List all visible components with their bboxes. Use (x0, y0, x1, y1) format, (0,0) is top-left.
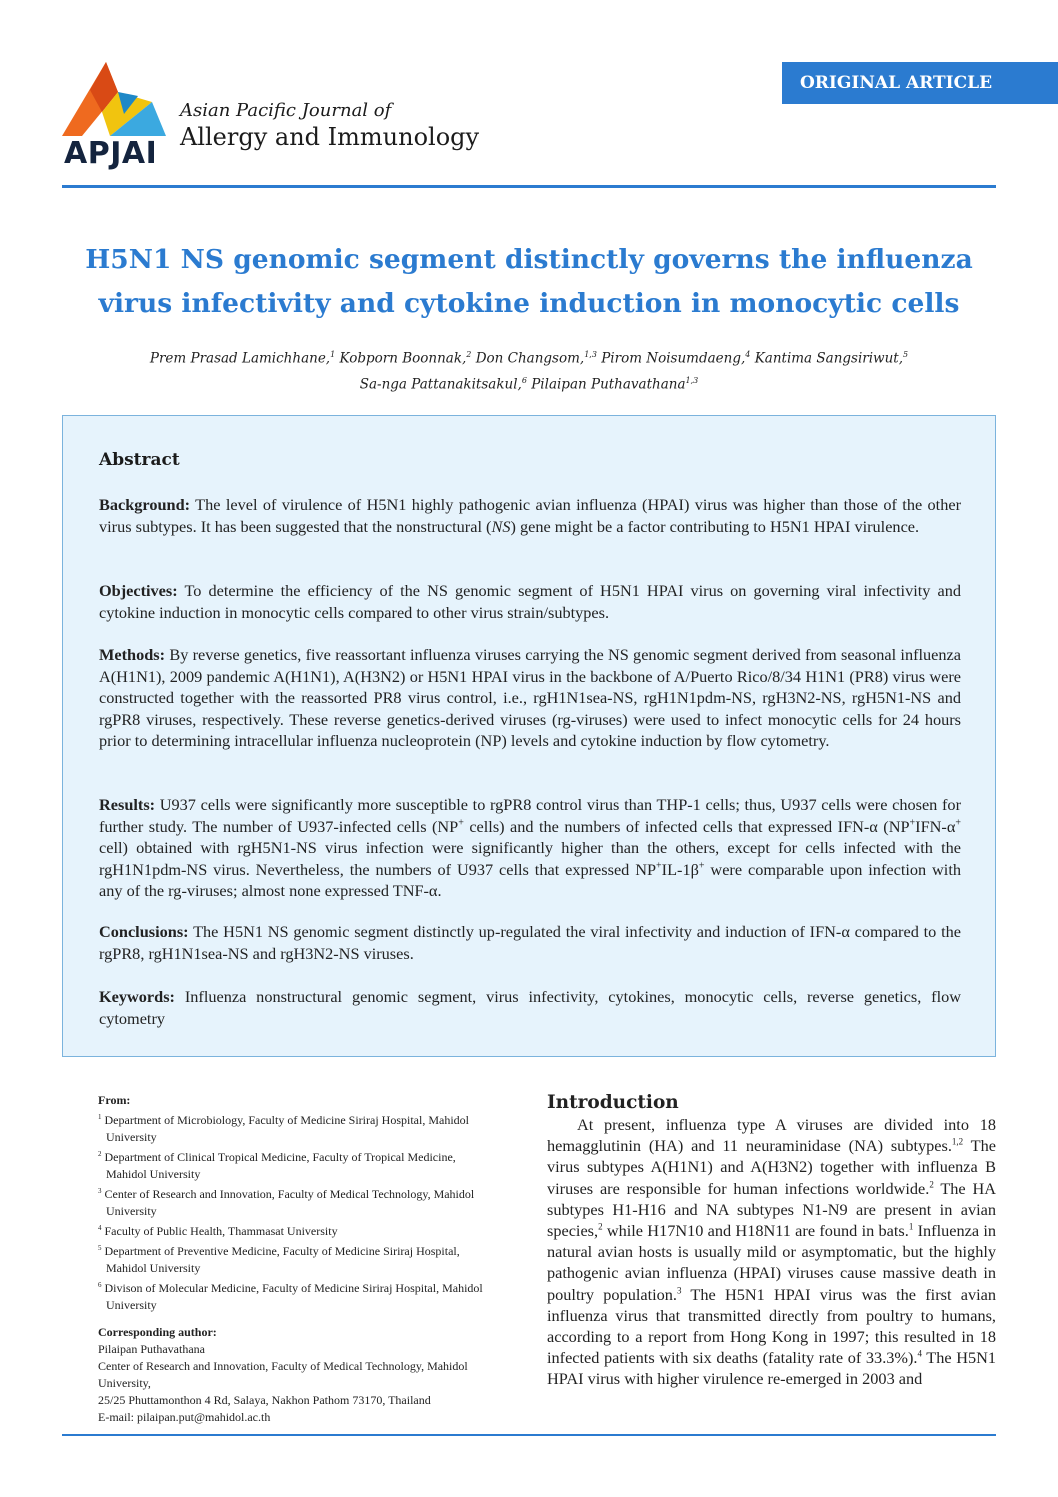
citation: 1,2 (951, 1136, 964, 1147)
from-heading: From: (98, 1093, 131, 1107)
results-text: IFN-α (915, 816, 956, 836)
methods-text: By reverse genetics, five reassortant influenza viruses carrying the NS genomic segment derived from seasonal influenza A(H1N1), 2009 pandemic A(H1N1), A(H3N2) or H5N1 HPAI virus in the backbone of A/Puerto Rico/8/34 H1N1 (PR8) virus were constructed together with the reassorted PR8 virus control, i.e., rgH1N1sea-NS, rgH1N1pdm-NS, rgH3N2-NS, rgH5N1-NS and rgPR8 viruses, respectively. These reverse genetics-derived viruses (rg-viruses) were used to infect monocytic cells for 24 hours prior to determining intracellular influenza nucleoprotein (NP) levels and cytokine induction by flow cytometry. (99, 645, 961, 750)
author: Kobporn Boonnak, (339, 350, 467, 367)
author-affiliation: 1,3 (584, 350, 597, 359)
keywords-text: Influenza nonstructural genomic segment, virus infectivity, cytokines, monocytic cells, reverse genetics, flow cytometry (99, 987, 961, 1028)
corresponding-email: E-mail: pilaipan.put@mahidol.ac.th (98, 1410, 271, 1424)
intro-text: At present, influenza type A viruses are divided into 18 hemagglutinin (HA) and 11 neuraminidase (NA) subtypes. (547, 1115, 996, 1156)
objectives-label: Objectives: (99, 581, 178, 600)
author-affiliation: 1,3 (685, 375, 699, 385)
logo-text: APJAI (64, 136, 158, 171)
affiliation-text: Center of Research and Innovation, Faculty of Medical Technology, Mahidol University (104, 1187, 475, 1218)
journal-name-line1: Asian Pacific Journal of (180, 100, 392, 121)
affiliation-text: Faculty of Public Health, Thammasat University (104, 1224, 338, 1238)
superscript-plus: + (656, 860, 662, 872)
intro-text: The H5N1 HPAI virus with higher virulence re-emerged in 2003 and (547, 1348, 996, 1389)
author-affiliation: 4 (745, 350, 751, 359)
affiliation-number: 6 (98, 1281, 102, 1289)
results-text: cell) obtained with rgH5N1-NS virus infection were significantly higher than the others, except for cells infected with the rgH1N1pdm-NS virus. Nevertheless, the numbers of U937 cells that expressed NP (99, 838, 961, 879)
affiliation-item (98, 1183, 498, 1220)
apjai-logo (62, 62, 167, 170)
affiliation-number: 3 (98, 1187, 102, 1195)
background-text: The level of virulence of H5N1 highly pathogenic avian influenza (HPAI) virus was higher than those of the other virus subtypes. It has been suggested that the nonstructural ( (99, 495, 961, 536)
abstract-background (99, 494, 961, 537)
citation: 4 (917, 1348, 922, 1359)
article-title: H5N1 NS genomic segment distinctly governs the influenza virus infectivity and cytokine induction in monocytic cells (85, 244, 973, 319)
abstract-heading: Abstract (99, 450, 180, 470)
citation: 3 (676, 1285, 682, 1296)
author-affiliation: 5 (903, 350, 909, 359)
affiliation-text: Divison of Molecular Medicine, Faculty of Medicine Siriraj Hospital, Mahidol University (104, 1281, 483, 1312)
header-divider (62, 185, 996, 188)
corresponding-address-line1: Center of Research and Innovation, Faculty of Medical Technology, Mahidol University, (98, 1359, 468, 1390)
results-text: cells) and the numbers of infected cells that expressed IFN-α (NP (463, 816, 910, 836)
methods-label: Methods: (99, 645, 166, 664)
author-affiliation: 1 (330, 350, 336, 359)
conclusions-text: The H5N1 NS genomic segment distinctly up-regulated the viral infectivity and induction of IFN-α compared to the rgPR8, rgH1N1sea-NS and rgH3N2-NS viruses. (99, 922, 961, 963)
journal-name-line2: Allergy and Immunology (180, 123, 480, 151)
intro-text: The HA subtypes H1-H16 and NA subtypes N1-N9 are present in avian species, (547, 1178, 996, 1241)
footer-divider (62, 1434, 996, 1436)
affiliation-number: 1 (98, 1113, 102, 1121)
author: Sa-nga Pattanakitsakul, (359, 376, 522, 392)
results-text: were comparable upon infection with any of the rg-viruses; almost none expressed TNF-α. (99, 859, 961, 900)
affiliation-item (98, 1109, 498, 1146)
background-text-end: ) gene might be a factor contributing to H5N1 HPAI virulence. (510, 516, 920, 536)
affiliation-number: 5 (98, 1244, 102, 1252)
author: Kantima Sangsiriwut, (754, 350, 904, 367)
journal-logo-icon (62, 62, 167, 140)
affiliation-item (98, 1146, 498, 1183)
abstract-keywords (99, 986, 961, 1029)
corresponding-address-line2: 25/25 Phuttamonthon 4 Rd, Salaya, Nakhon Pathom 73170, Thailand (98, 1393, 431, 1407)
abstract-box (62, 415, 996, 1057)
keywords-label: Keywords: (99, 987, 175, 1006)
intro-text: Influenza in natural avian hosts is usually mild or asymptomatic, but the highly pathogenic avian influenza (HPAI) viruses cause massive death in poultry population. (547, 1221, 996, 1304)
affiliation-number: 4 (98, 1224, 102, 1232)
abstract-conclusions (99, 921, 961, 964)
corresponding-heading: Corresponding author: (98, 1325, 217, 1339)
abstract-methods (99, 644, 961, 752)
introduction-heading: Introduction (547, 1092, 679, 1113)
affiliation-number: 2 (98, 1150, 102, 1158)
affiliation-item (98, 1277, 498, 1314)
citation: 2 (929, 1179, 934, 1190)
citation: 1 (908, 1221, 914, 1232)
author: Don Changsom, (475, 350, 585, 367)
conclusions-label: Conclusions: (99, 922, 189, 941)
article-type-badge: ORIGINAL ARTICLE (782, 62, 1058, 104)
superscript-plus: + (955, 817, 961, 829)
affiliation-item (98, 1220, 498, 1240)
introduction-paragraph (547, 1114, 996, 1390)
affiliation-text: Department of Microbiology, Faculty of Medicine Siriraj Hospital, Mahidol University (104, 1113, 469, 1144)
corresponding-name: Pilaipan Puthavathana (98, 1342, 205, 1356)
superscript-plus: + (458, 817, 464, 829)
objectives-text: To determine the efficiency of the NS genomic segment of H5N1 HPAI virus on governing viral infectivity and cytokine induction in monocytic cells compared to other virus strain/subtypes. (99, 581, 961, 622)
affiliation-text: Department of Preventive Medicine, Faculty of Medicine Siriraj Hospital, Mahidol University (104, 1244, 460, 1275)
introduction-column (547, 1092, 996, 1390)
abstract-results (99, 794, 961, 902)
intro-text: while H17N10 and H18N11 are found in bats. (602, 1221, 909, 1241)
citation: 2 (598, 1221, 603, 1232)
affiliation-item (98, 1240, 498, 1277)
affiliation-text: Department of Clinical Tropical Medicine, Faculty of Tropical Medicine, Mahidol University (104, 1150, 456, 1181)
author: Prem Prasad Lamichhane, (149, 350, 331, 367)
superscript-plus: + (909, 817, 916, 829)
affiliations-column (98, 1092, 498, 1426)
author: Pilaipan Puthavathana (531, 376, 686, 392)
abstract-objectives (99, 580, 961, 623)
background-label: Background: (99, 495, 191, 514)
superscript-plus: + (698, 860, 705, 872)
results-text: IL-1β (661, 859, 699, 879)
results-label: Results: (99, 795, 156, 814)
author-list (62, 344, 996, 395)
intro-text: The H5N1 HPAI virus was the first avian influenza virus that transmitted directly from poultry to humans, according to a report from Hong Kong in 1997; this resulted in 18 infected patients with six deaths (fatality rate of 33.3%). (547, 1284, 996, 1368)
author-affiliation: 2 (466, 350, 472, 359)
author-affiliation: 6 (521, 375, 527, 385)
background-ns-italic: NS (491, 516, 511, 536)
intro-text: The virus subtypes A(H1N1) and A(H3N2) together with influenza B viruses are responsible for human infections worldwide. (547, 1136, 996, 1198)
results-text: U937 cells were significantly more susceptible to rgPR8 control virus than THP-1 cells; thus, U937 cells were chosen for further study. The number of U937-infected cells (NP (99, 795, 961, 836)
author: Pirom Noisumdaeng, (601, 350, 746, 367)
